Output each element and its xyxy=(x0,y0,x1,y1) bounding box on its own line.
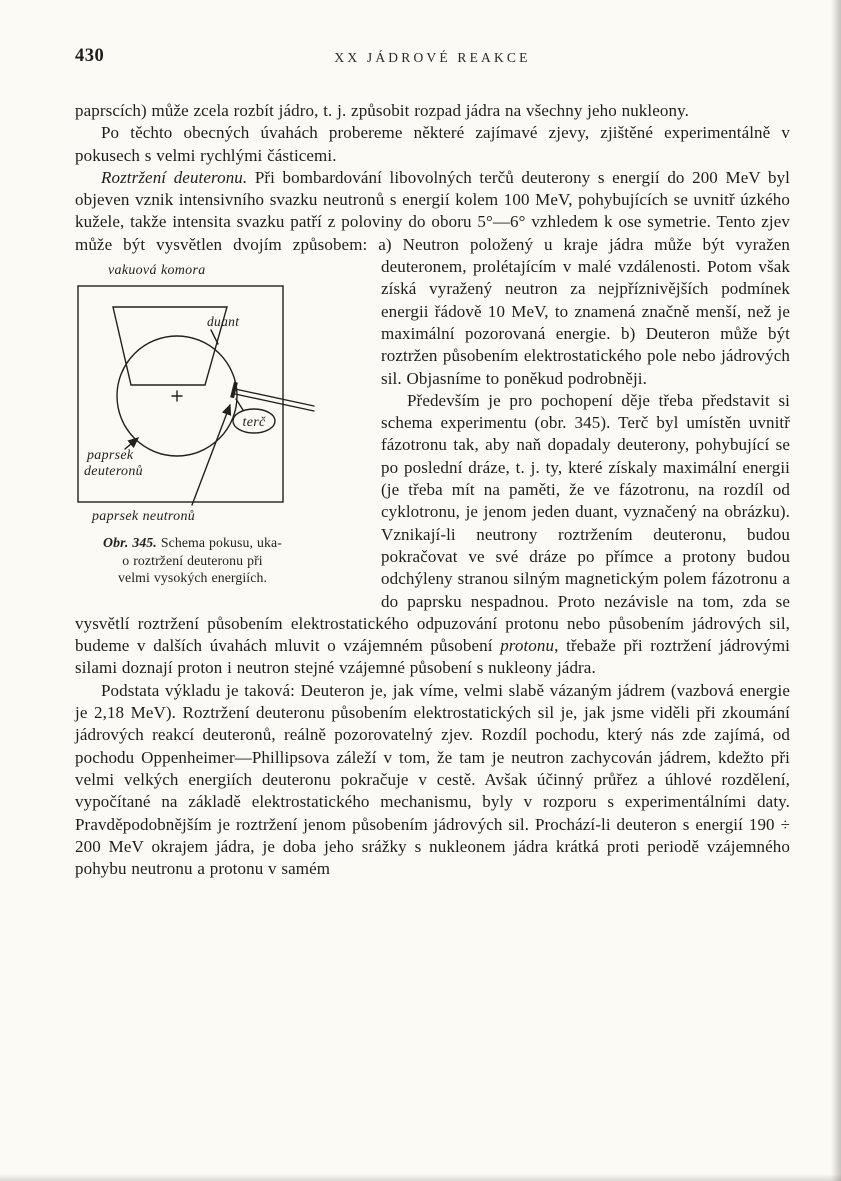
duant-pointer-line xyxy=(211,330,218,344)
running-head: XX JÁDROVÉ REAKCE xyxy=(334,50,531,65)
paragraph-3-text-b: být vyražen deuteronem, prolétajícím v malé vzdálenosti. Potom však získá vyražený neutron za nejpříznivějších podmínek energii řádově 10 MeV, to znamená značně menší, než je maximální pozorovaná energie. b) Deuteron může být roztržen působením elektrostatického pole nebo jádrových sil. Objasníme to poněkud podrobněji. xyxy=(381,234,790,388)
paragraph-4-italic-word: protonu xyxy=(500,636,555,656)
page-header xyxy=(75,46,790,72)
label-target: terč xyxy=(242,415,266,431)
neutron-beam-arrow xyxy=(192,405,230,505)
paragraph-5 xyxy=(75,680,790,881)
label-vacuum-chamber: vakuová komora xyxy=(108,263,206,279)
label-neutron-beam: paprsek neutronů xyxy=(92,509,196,525)
figure-345 xyxy=(75,258,327,587)
figure-caption-number: Obr. 345. xyxy=(103,535,157,551)
paragraph-4-text-a: Především je pro pochopení děje třeba představit si schema experimentu (obr. 345). Terč byl umístěn uvnitř fázotronu tak, aby naň dopadaly deuterony, pohybující se po poslední dráze, t. j. ty, které získaly maximální energii (je třeba mít na paměti, že ve fázotronu, na rozdíl od cyklotronu, je jenom jeden duant, vyznačený na obrázku). Vznikají-li neutrony roztržením deuteronu, budou pokračovat ve své dráze po přímce a protony budou odchýleny stranou silným magnetickým polem fázotronu a do paprsku nespadnou. Proto nezávisle na tom, zda se vysvětlí roztržení působením elektrostatického odpuzování protonu nebo působením jádrových sil, budeme v dalších úvahách mluvit o vzájemném působení xyxy=(75,390,790,656)
figure-caption-line-3: velmi vysokých energiích. xyxy=(117,570,268,586)
paragraph-3-text-a: Při bombardování libovolných terčů deuterony s energií do 200 MeV byl objeven vznik intensivního svazku neutronů s energií kolem 100 MeV, pohybujících se uvnitř úzkého kužele, takže intensita svazku patří z poloviny do oboru 5°—6° vzhledem k ose symetrie. Tento zjev může být vysvětlen dvojím způsobem: a) Neutron položený u kraje jádra může xyxy=(75,167,791,254)
neutron-beam-line-1 xyxy=(235,389,314,406)
paragraph-1-text: paprscích) může zcela rozbít jádro, t. j. způsobit rozpad jádra na všechny jeho nukleony. xyxy=(75,101,689,120)
figure-caption-line-1 xyxy=(75,534,310,552)
figure-caption-line-2: o roztržení deuteronu při xyxy=(122,552,263,568)
paragraph-3-lead: Roztržení deuteronu. xyxy=(101,167,248,187)
label-deuteron-beam-line1: paprsek xyxy=(87,448,134,464)
paragraph-1 xyxy=(75,100,790,122)
paragraph-2 xyxy=(75,122,790,167)
figure-caption-line-1-text: Schema pokusu, uka- xyxy=(156,535,282,551)
figure-drawing xyxy=(75,258,317,526)
neutron-beam-line-2 xyxy=(235,394,314,411)
page-number: 430 xyxy=(75,46,105,66)
label-duant: duant xyxy=(207,314,240,330)
paragraph-5-text: Podstata výkladu je taková: Deuteron je, jak víme, velmi slabě vázaným jádrem (vazbová energie je 2,18 MeV). Roztržení deuteronu působením elektrostatických sil je, jak jsme viděli při zkoumání jádrových reakcí deuteronů, reálně pozorovatelný zjev. Rozdíl pochodu, který nás zde zajímá, od pochodu Oppenheimer—Phillipsova záleží v tom, že tam je neutron zachycován jádrem, kdežto při velmi velkých energiích deuteronu pokračuje v cestě. Avšak účinný průřez a úhlové rozdělení, vypočítané na základě elektrostatického mechanismu, byly v rozporu s experimentálními daty. Pravděpodobnějším je roztržení jenom působením jádrových sil. Prochází-li deuteron s energií 190 ÷ 200 MeV okrajem jádra, je doba jeho srážky s nukleonem jádra krátká proti periodě vzájemného pohybu neutronu a protonu v samém xyxy=(75,680,790,879)
body-text xyxy=(75,100,790,880)
label-deuteron-beam-line2: deuteronů xyxy=(84,464,143,480)
paragraph-4-text-b: , třebaže při roztržení jádrovými silami doznají proton i neutron stejné vzájemné působení s nukleony jádra. xyxy=(75,636,790,678)
figure-caption xyxy=(75,534,310,587)
paragraph-2-text: Po těchto obecných úvahách probereme některé zajímavé zjevy, zjištěné experimentálně v pokusech s velmi rychlými částicemi. xyxy=(75,123,790,165)
page-edge-shadow-bottom xyxy=(0,1174,841,1181)
